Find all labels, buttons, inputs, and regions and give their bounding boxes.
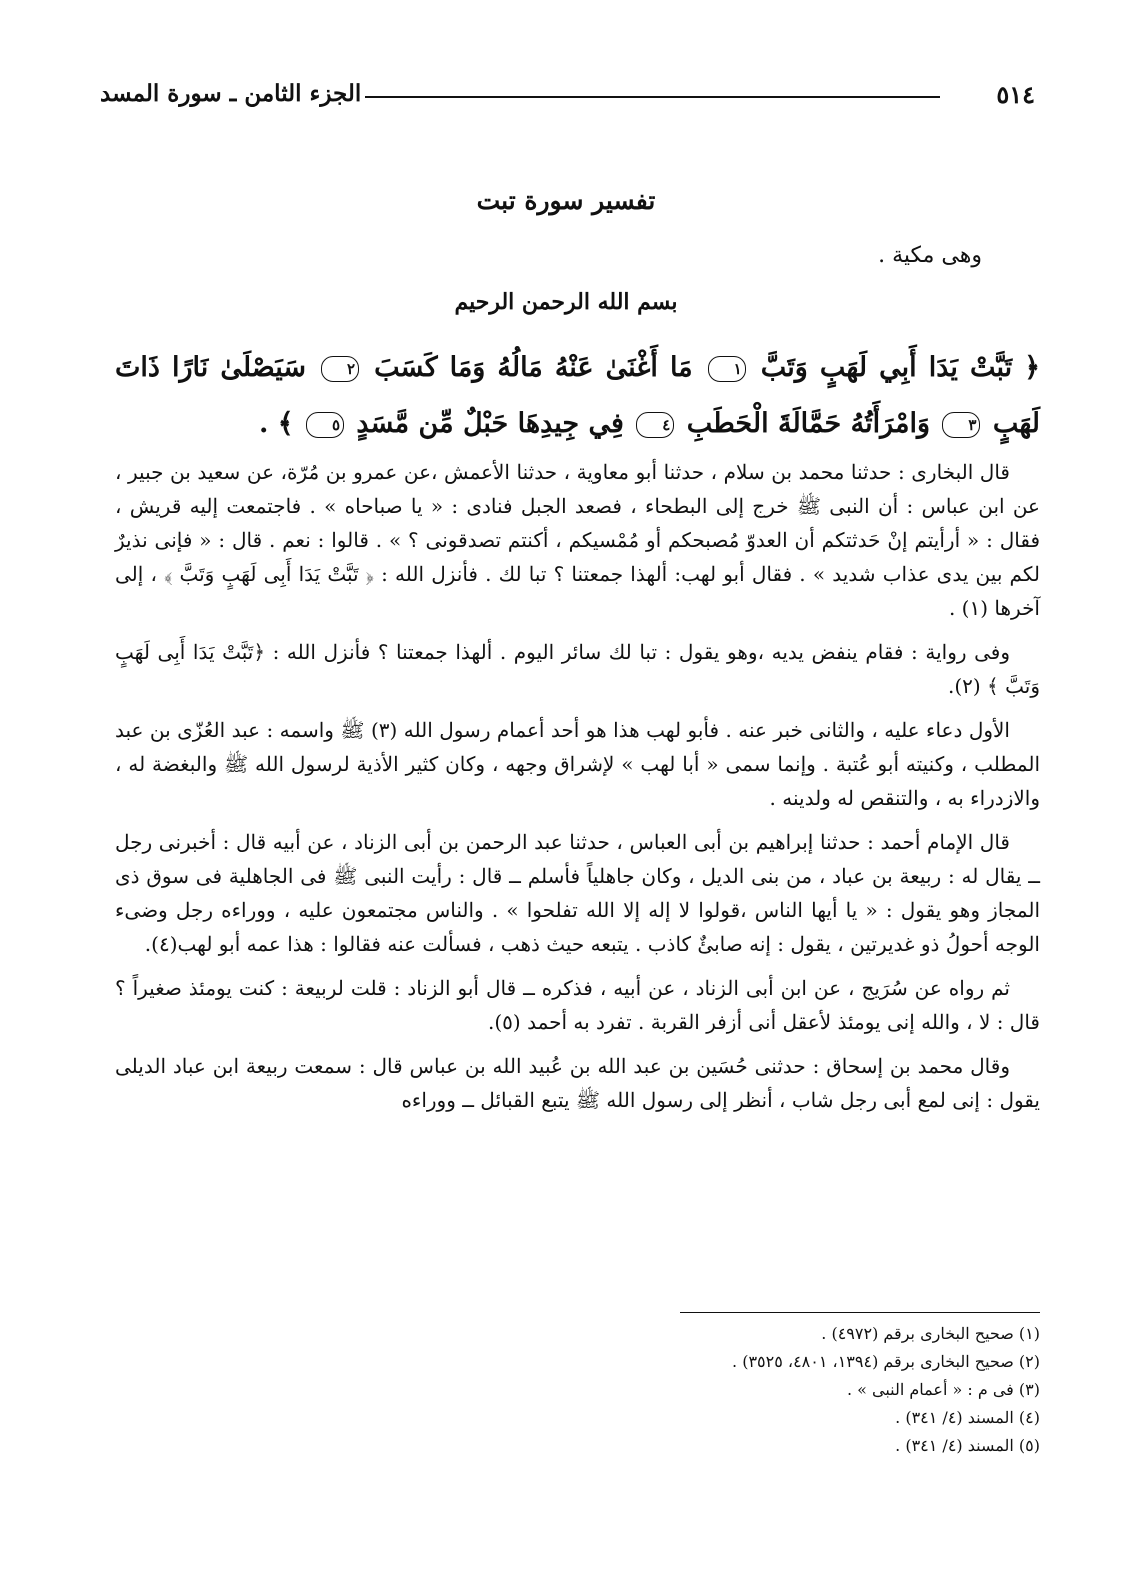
footnote: (٥) المسند (٤/ ٣٤١) . <box>895 1436 1040 1455</box>
paragraph: الأول دعاء عليه ، والثانى خبر عنه . فأبو لهب هذا هو أحد أعمام رسول الله (٣) ﷺ واسمه : عبد العُزّى بن عبد المطلب ، وكنيته أبو عُتبة . وإنما سمى « أبا لهب » لإشراق وجهه ، وكان كثير الأذية لرسول الله ﷺ والبغضة له ، والازدراء به ، والتنقص له ولدينه . <box>115 718 1040 810</box>
page-header <box>100 78 1035 114</box>
footnote: (٣) فى م : « أعمام النبى » . <box>846 1380 1040 1399</box>
makki-note: وهى مكية . <box>878 243 982 268</box>
header-rule <box>365 96 940 98</box>
footnote: (٤) المسند (٤/ ٣٤١) . <box>895 1408 1040 1427</box>
verse-text: تَبَّتْ يَدَا أَبِي لَهَبٍ وَتَبَّ <box>760 352 1013 383</box>
verse-text: مَا أَغْنَىٰ عَنْهُ مَالُهُ وَمَا كَسَبَ <box>374 352 693 383</box>
verse-end-mark: . <box>258 408 269 439</box>
paragraph: قال البخارى : حدثنا محمد بن سلام ، حدثنا أبو معاوية ، حدثنا الأعمش ،عن عمرو بن مُرّة، عن سعيد بن جبير ، عن ابن عباس : أن النبى ﷺ خرج إلى البطحاء ، فصعد الجبل فنادى : « يا صباحاه » . فاجتمعت إليه قريش ، فقال : « أرأيتم إنْ حَدثتكم أن العدوّ مُصبحكم أو مُمْسيكم ، أكنتم تصدقونى ؟ » . قالوا : نعم . قال : « فإنى نذيرٌ لكم بين يدى عذاب شديد » . فقال أبو لهب: ألهذا جمعتنا ؟ تبا لك . فأنزل الله : ﴿ تَبَّتْ يَدَا أَبِى لَهَبٍ وَتَبَّ ﴾ ، إلى آخرها (١) . <box>115 460 1040 620</box>
footnotes <box>440 1320 1040 1460</box>
verse-text: وَامْرَأَتُهُ حَمَّالَةَ الْحَطَبِ <box>686 408 930 439</box>
quran-verses <box>115 340 1040 452</box>
basmala: بسم الله الرحمن الرحيم <box>454 289 678 315</box>
verse-text: فِي جِيدِهَا حَبْلٌ مِّن مَّسَدٍ <box>356 408 624 439</box>
commentary-body <box>115 455 1040 1127</box>
paragraph: وفى رواية : فقام ينفض يديه ،وهو يقول : تبا لك سائر اليوم . ألهذا جمعتنا ؟ فأنزل الله : ﴿تَبَّتْ يَدَا أَبِى لَهَبٍ وَتَبَّ ﴾ (٢). <box>115 640 1040 698</box>
quran-close-bracket: ﴾ <box>277 408 294 439</box>
verse-number-marker: ٢ <box>321 356 359 382</box>
footnote: (١) صحيح البخارى برقم (٤٩٧٢) . <box>821 1324 1040 1343</box>
running-title: الجزء الثامن ـ سورة المسد <box>100 80 362 107</box>
verse-number-marker: ١ <box>708 356 746 382</box>
verse-number-marker: ٥ <box>306 412 344 438</box>
footnote: (٢) صحيح البخارى برقم (١٣٩٤، ٤٨٠١، ٣٥٢٥) . <box>732 1352 1040 1371</box>
verse-text: سَيَصْلَىٰ نَارًا ذَاتَ لَهَبٍ <box>115 352 1040 439</box>
paragraph: قال الإمام أحمد : حدثنا إبراهيم بن أبى العباس ، حدثنا عبد الرحمن بن أبى الزناد ، عن أبيه قال : أخبرنى رجل ــ يقال له : ربيعة بن عباد ، من بنى الديل ، وكان جاهلياً فأسلم ــ قال : رأيت النبى ﷺ فى الجاهلية فى سوق ذى المجاز وهو يقول : « يا أيها الناس ،قولوا لا إله إلا الله تفلحوا » . والناس مجتمعون عليه ، ووراءه رجل وضىء الوجه أحولُ ذو غديرتين ، يقول : إنه صابئٌ كاذب . يتبعه حيث ذهب ، فسألت عنه فقالوا : هذا عمه أبو لهب(٤). <box>115 830 1040 956</box>
section-title: تفسير سورة تبت <box>476 186 656 215</box>
verse-number-marker: ٤ <box>636 412 674 438</box>
page-number: ٥١٤ <box>996 80 1035 109</box>
paragraph: وقال محمد بن إسحاق : حدثنى حُسَين بن عبد الله بن عُبيد الله بن عباس قال : سمعت ربيعة ابن عباد الديلى يقول : إنى لمع أبى رجل شاب ، أنظر إلى رسول الله ﷺ يتبع القبائل ــ ووراءه <box>115 1054 1040 1112</box>
footnote-rule <box>680 1312 1040 1313</box>
verse-number-marker: ٣ <box>942 412 980 438</box>
quran-open-bracket: ﴿ <box>1024 352 1041 383</box>
paragraph: ثم رواه عن سُرَيج ، عن ابن أبى الزناد ، عن أبيه ، فذكره ــ قال أبو الزناد : قلت لربيعة : كنت يومئذ صغيراً ؟ قال : لا ، والله إنى يومئذ لأعقل أنى أزفر القربة . تفرد به أحمد (٥). <box>115 976 1040 1034</box>
